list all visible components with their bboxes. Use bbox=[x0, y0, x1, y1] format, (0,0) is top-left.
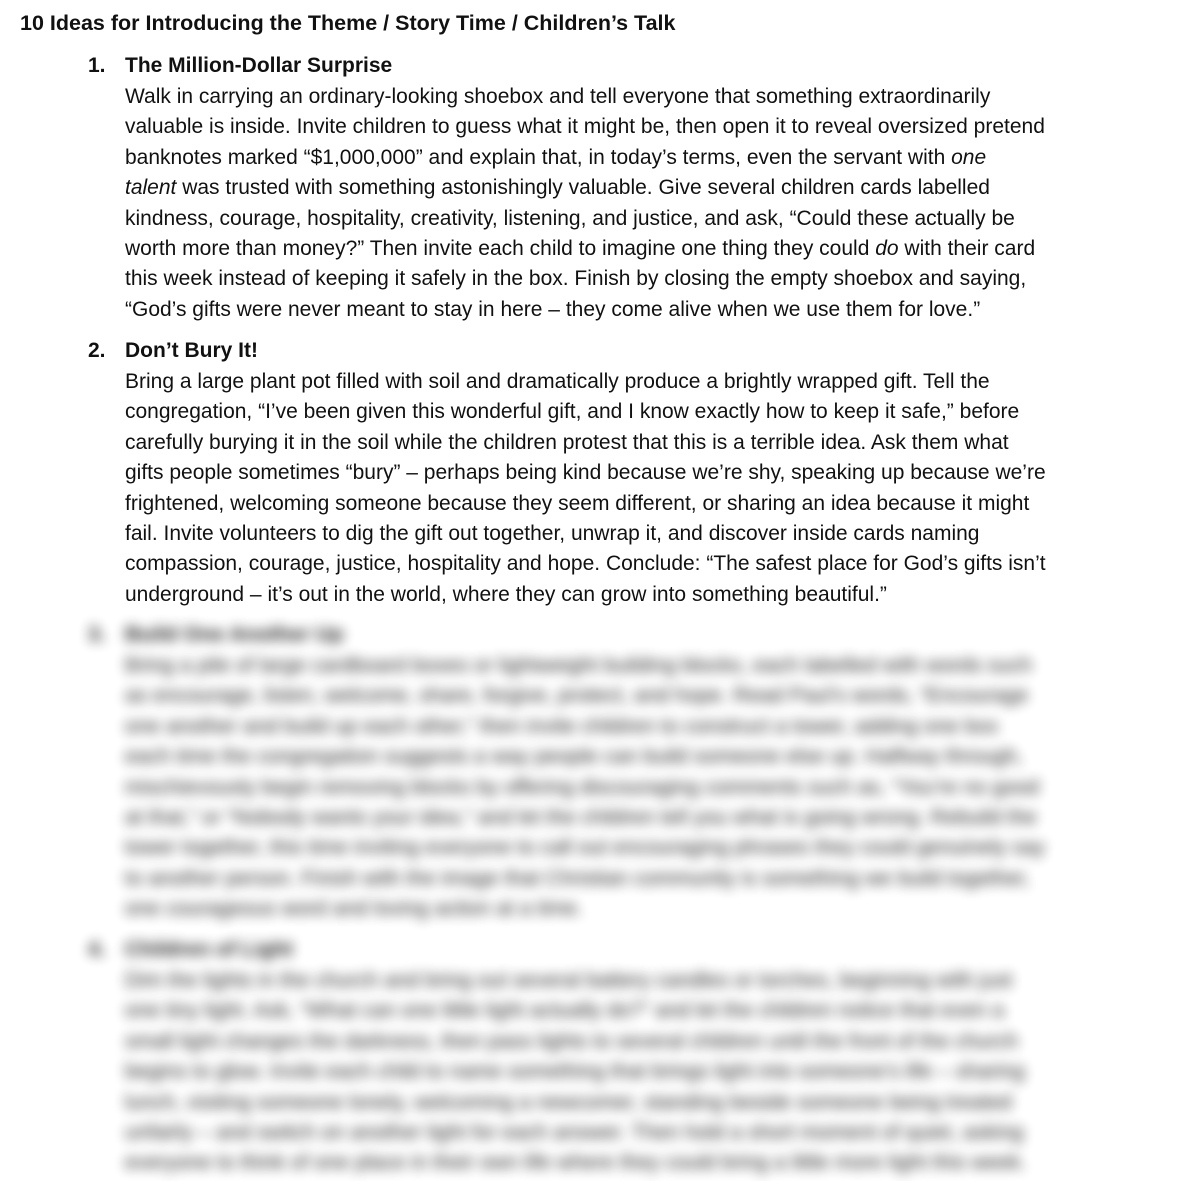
text-line: everyone to think of one place in their own life where they could bring a little more light this week. bbox=[125, 1151, 1027, 1175]
text-line: small light changes the darkness, then pass lights to several children until the front of the church bbox=[125, 1029, 1018, 1053]
text-segment: banknotes marked “$1,000,000” and explain that, in today’s terms, even the servant with bbox=[125, 145, 952, 169]
text-line bbox=[125, 234, 1147, 264]
idea-number: 3. bbox=[88, 623, 106, 646]
text-line: each time the congregation suggests a way people can build someone else up. Halfway through, bbox=[125, 745, 1023, 769]
text-line bbox=[125, 143, 1147, 173]
idea-title: Don’t Bury It! bbox=[125, 339, 258, 362]
text-line: valuable is inside. Invite children to guess what it might be, then open it to reveal oversized pretend bbox=[125, 115, 1045, 139]
idea-number: 2. bbox=[88, 339, 106, 362]
text-line: Walk in carrying an ordinary-looking shoebox and tell everyone that something extraordinarily bbox=[125, 85, 991, 108]
idea-number: 4. bbox=[88, 938, 106, 961]
text-line: at that,” or “Nobody wants your idea,” and let the children tell you what is going wrong. Rebuild the bbox=[125, 806, 1037, 830]
text-line: underground – it’s out in the world, where they can grow into something beautiful.” bbox=[125, 582, 887, 606]
idea-description bbox=[125, 651, 1147, 925]
emphasis-text: do bbox=[875, 237, 899, 261]
text-line: Bring a large plant pot filled with soil and dramatically produce a brightly wrapped gift. Tell the bbox=[125, 370, 990, 393]
text-line: Bring a pile of large cardboard boxes or lightweight building blocks, each labelled with words such bbox=[125, 654, 1033, 677]
idea-number: 1. bbox=[88, 54, 106, 77]
text-line: lunch, visiting someone lonely, welcoming a newcomer, standing beside someone being treated bbox=[125, 1090, 1012, 1114]
text-line: gifts people sometimes “bury” – perhaps being kind because we’re shy, speaking up because we’re bbox=[125, 461, 1046, 485]
text-segment: worth more than money?” Then invite each child to imagine one thing they could bbox=[125, 237, 876, 261]
text-line bbox=[125, 173, 1147, 203]
text-line: one tiny light. Ask, “What can one little light actually do?” and let the children notice that even a bbox=[125, 999, 1005, 1023]
text-line: mischievously begin removing blocks by offering discouraging comments such as, “You’re no good bbox=[125, 775, 1039, 799]
idea-description bbox=[125, 966, 1147, 1179]
text-line: one courageous word and loving action at a time. bbox=[125, 897, 583, 921]
document-title: 10 Ideas for Introducing the Theme / Story Time / Children’s Talk bbox=[20, 11, 676, 35]
idea-description bbox=[125, 367, 1147, 610]
text-line: one another and build up each other,” then invite children to construct a tower, adding one box bbox=[125, 714, 999, 738]
text-segment: was trusted with something astonishingly valuable. Give several children cards labelled bbox=[176, 176, 990, 200]
text-line: begins to glow. Invite each child to name something that brings light into someone’s life – sharing bbox=[125, 1060, 1025, 1084]
text-line: congregation, “I’ve been given this wonderful gift, and I know exactly how to keep it safe,” before bbox=[125, 400, 1020, 424]
text-line: carefully burying it in the soil while the children protest that this is a terrible idea. Ask them what bbox=[125, 430, 1009, 454]
idea-title: Build One Another Up bbox=[125, 623, 344, 646]
idea-title: Children of Light bbox=[125, 938, 293, 961]
text-segment: with their card bbox=[898, 237, 1036, 261]
text-line: compassion, courage, justice, hospitality and hope. Conclude: “The safest place for God’s gifts isn’t bbox=[125, 552, 1046, 576]
text-line: “God’s gifts were never meant to stay in here – they come alive when we use them for love.” bbox=[125, 297, 981, 321]
emphasis-text: one bbox=[951, 145, 987, 169]
text-line: kindness, courage, hospitality, creativity, listening, and justice, and ask, “Could these actually be bbox=[125, 206, 1015, 230]
idea-title: The Million-Dollar Surprise bbox=[125, 54, 393, 77]
text-line: to another person. Finish with the image that Christian community is something we build together, bbox=[125, 866, 1030, 890]
text-line: this week instead of keeping it safely in the box. Finish by closing the empty shoebox and saying, bbox=[125, 267, 1027, 291]
text-line: frightened, welcoming someone because they seem different, or sharing an idea because it might bbox=[125, 491, 1030, 515]
text-line: unfairly – and switch on another light for each answer. Then hold a short moment of quiet, asking bbox=[125, 1121, 1024, 1145]
idea-description bbox=[125, 82, 1147, 325]
text-line: Dim the lights in the church and bring out several battery candles or torches, beginning with just bbox=[125, 969, 1013, 992]
text-line: tower together, this time inviting everyone to call out encouraging phrases they could genuinely say bbox=[125, 836, 1045, 860]
emphasis-text: talent bbox=[125, 176, 177, 200]
text-line: fail. Invite volunteers to dig the gift out together, unwrap it, and discover inside cards naming bbox=[125, 522, 980, 546]
text-line: as encourage, listen, welcome, share, forgive, protect, and hope. Read Paul’s words, “Encourage bbox=[125, 684, 1029, 708]
